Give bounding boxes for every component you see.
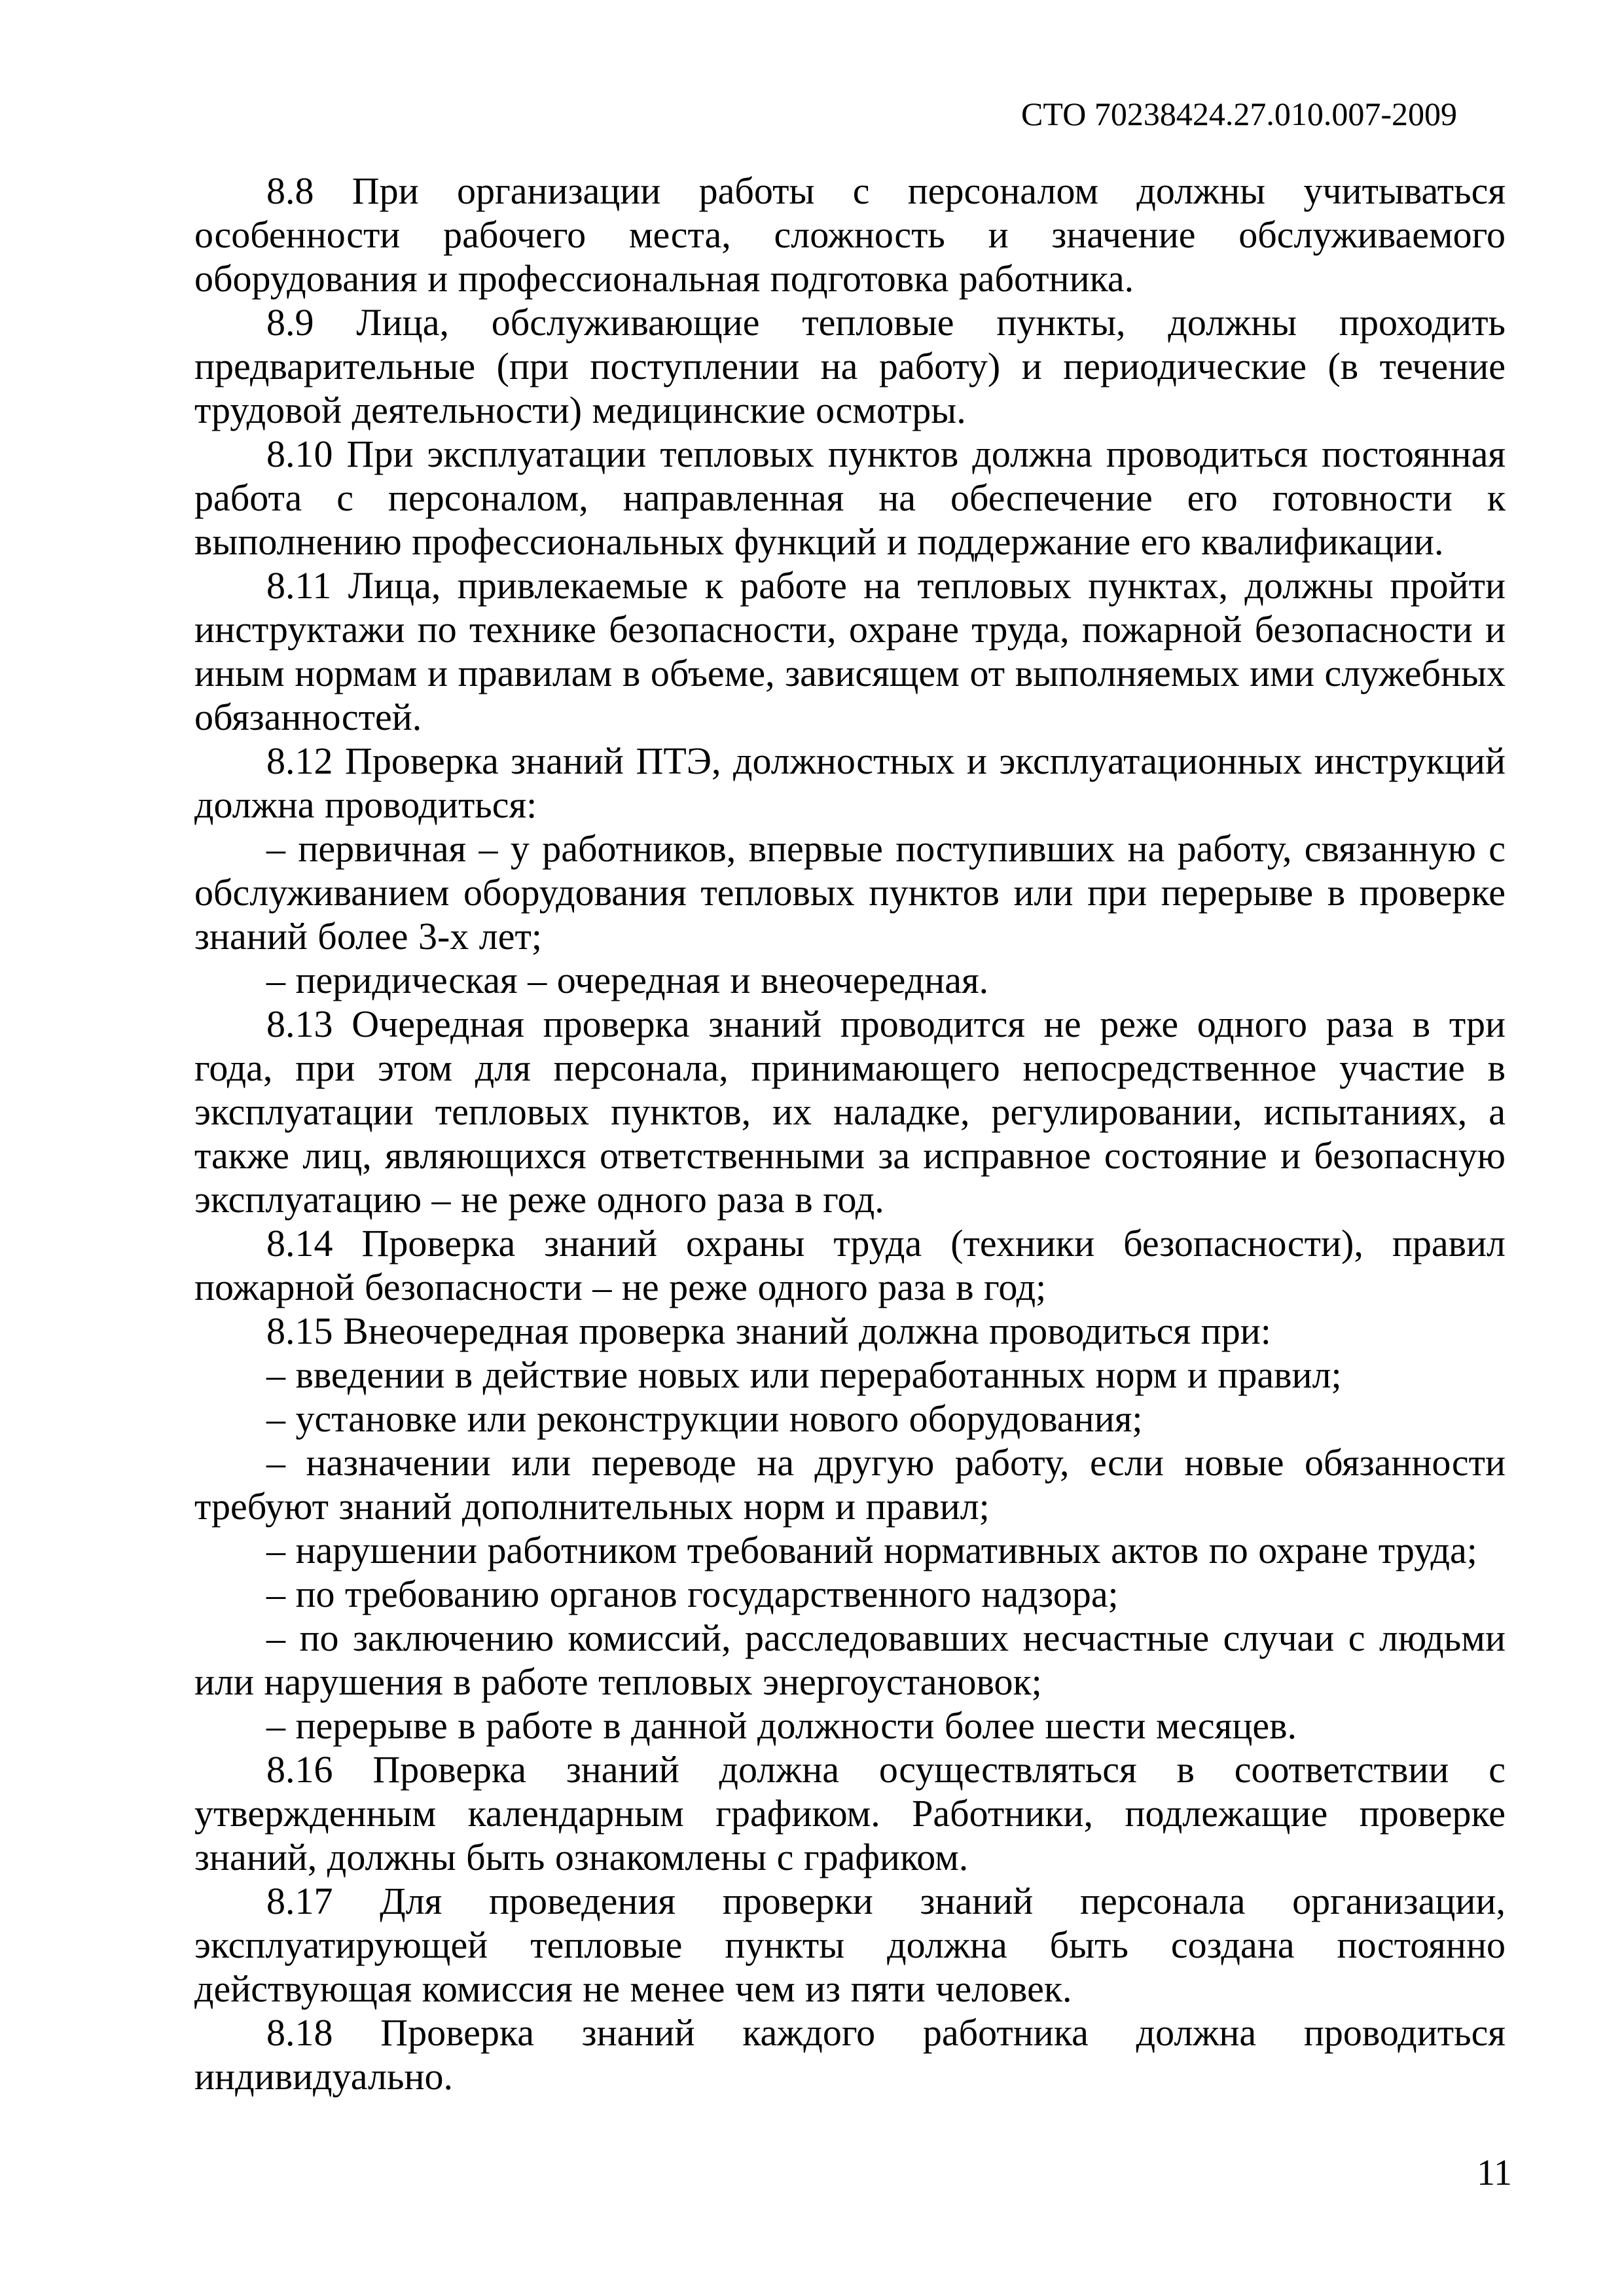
- clause-8-11: 8.11 Лица, привлекаемые к работе на тепловых пунктах, должны пройти инструктажи по технике безопасности, охране труда, пожарной безопасности и иным нормам и правилам в объеме, зависящем от выполняемых ими служебных обязанностей.: [194, 564, 1506, 738]
- clause-8-10: 8.10 При эксплуатации тепловых пунктов должна проводиться постоянная работа с персоналом, направленная на обеспечение его готовности к выполнению профессиональных функций и поддержание его квалификации.: [194, 433, 1506, 563]
- clause-8-14: 8.14 Проверка знаний охраны труда (техники безопасности), правил пожарной безопасности – не реже одного раза в год;: [194, 1222, 1506, 1308]
- list-item: – по требованию органов государственного надзора;: [266, 1573, 1119, 1615]
- page-number: 11: [1477, 2153, 1512, 2193]
- list-item: – установке или реконструкции нового оборудования;: [266, 1397, 1143, 1440]
- clause-8-15: 8.15 Внеочередная проверка знаний должна проводиться при:: [266, 1310, 1271, 1352]
- clause-8-16: 8.16 Проверка знаний должна осуществляться в соответствии с утвержденным календарным графиком. Работники, подлежащие проверке знаний, должны быть ознакомлены с графиком.: [194, 1748, 1506, 1878]
- clause-8-13: 8.13 Очередная проверка знаний проводится не реже одного раза в три года, при этом для персонала, принимающего непосредственное участие в эксплуатации тепловых пунктов, их наладке, регулировании, испытаниях, а также лиц, являющихся ответственными за исправное состояние и безопасную эксплуатацию – не реже одного раза в год.: [194, 1003, 1506, 1221]
- document-body: [194, 169, 1506, 2098]
- list-item: – введении в действие новых или переработанных норм и правил;: [266, 1354, 1342, 1396]
- list-item: – перидическая – очередная и внеочередная.: [266, 959, 989, 1001]
- list-item: – нарушении работником требований нормативных актов по охране труда;: [266, 1529, 1477, 1571]
- list-item: – по заключению комиссий, расследовавших несчастные случаи с людьми или нарушения в работе тепловых энергоустановок;: [194, 1617, 1506, 1703]
- list-item: – перерыве в работе в данной должности более шести месяцев.: [266, 1704, 1297, 1747]
- list-item: – первичная – у работников, впервые поступивших на работу, связанную с обслуживанием оборудования тепловых пунктов или при перерыве в проверке знаний более 3-х лет;: [194, 827, 1506, 958]
- clause-8-12: 8.12 Проверка знаний ПТЭ, должностных и эксплуатационных инструкций должна проводиться:: [194, 740, 1506, 826]
- list-item: – назначении или переводе на другую работу, если новые обязанности требуют знаний дополнительных норм и правил;: [194, 1441, 1506, 1528]
- clause-8-8: 8.8 При организации работы с персоналом должны учитываться особенности рабочего места, сложность и значение обслуживаемого оборудования и профессиональная подготовка работника.: [194, 170, 1506, 300]
- clause-8-17: 8.17 Для проведения проверки знаний персонала организации, эксплуатирующей тепловые пункты должна быть создана постоянно действующая комиссия не менее чем из пяти человек.: [194, 1880, 1506, 2010]
- clause-8-9: 8.9 Лица, обслуживающие тепловые пункты, должны проходить предварительные (при поступлении на работу) и периодические (в течение трудовой деятельности) медицинские осмотры.: [194, 301, 1506, 431]
- document-code-header: СТО 70238424.27.010.007-2009: [1021, 96, 1457, 132]
- clause-8-18: 8.18 Проверка знаний каждого работника должна проводиться индивидуально.: [194, 2011, 1506, 2098]
